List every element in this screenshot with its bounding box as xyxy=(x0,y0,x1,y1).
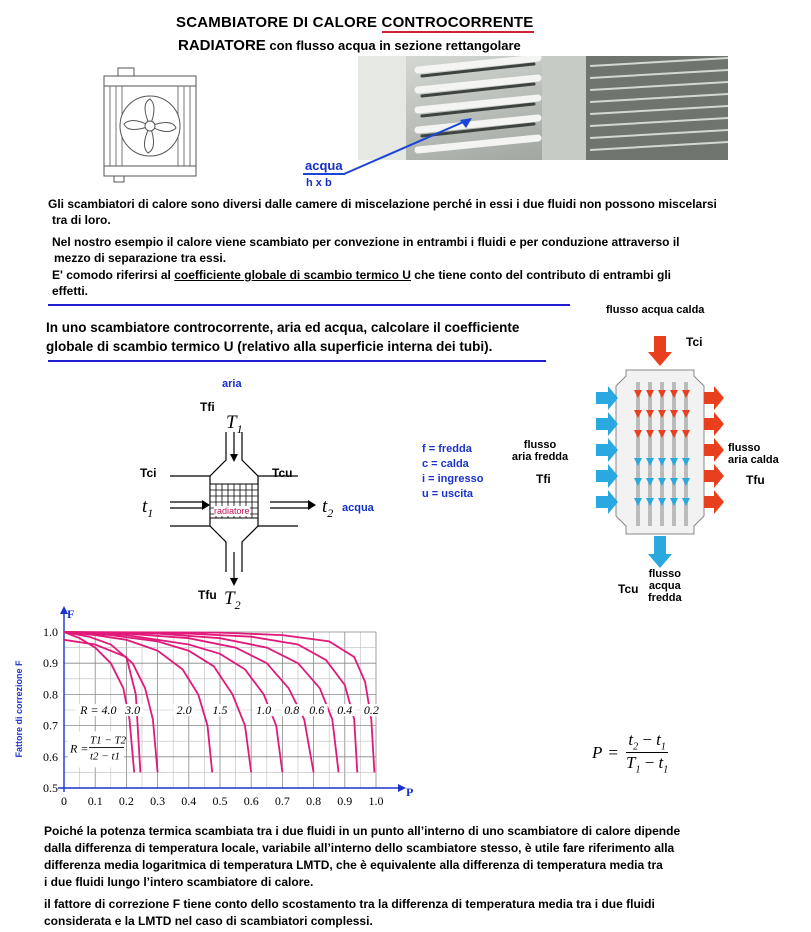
problem-statement: In uno scambiatore controcorrente, aria ed acqua, calcolare il coefficiente globale di scambio termico U (relativo alla superficie interna dei tubi). xyxy=(46,320,520,354)
water-label: acqua xyxy=(305,158,343,173)
schematic-t1-label: $t_1$ xyxy=(142,496,154,520)
x-axis-letter: P xyxy=(406,785,414,799)
r-label: 1.5 xyxy=(212,703,228,718)
page-subtitle: RADIATORE con flusso acqua in sezione rettangolare xyxy=(178,37,521,54)
schematic-radiatore-label: radiatore xyxy=(214,506,250,516)
x-tick-label: 0.2 xyxy=(118,794,134,808)
page-title: SCAMBIATORE DI CALORE CONTROCORRENTE xyxy=(176,14,534,31)
water-pointer xyxy=(340,110,480,180)
r-label: 0.8 xyxy=(284,703,300,718)
cold-air-label: flusso aria fredda xyxy=(511,439,569,463)
y-tick-label: 0.9 xyxy=(43,656,58,671)
legend-calda: c = calda xyxy=(422,458,469,470)
formula-P: P = $\frac{t_2 - t_1}{T_1 - t_1}$ xyxy=(592,730,669,776)
y-tick-label: 0.6 xyxy=(43,749,58,764)
section-label: h x b xyxy=(306,177,332,189)
cold-water-label: flusso acqua fredda xyxy=(648,568,682,604)
schematic-tcu-label: Tcu xyxy=(272,466,293,480)
x-tick-label: 0.4 xyxy=(181,794,197,808)
bottom-paragraph-1: Poiché la potenza termica scambiata tra i due fluidi in un punto all’interno di uno scambiatore di calore dipende dalla differenza di temperatura locale, variabile all’interno dello scambiatore stesso, è utile fare riferimento alla differenza media logaritmica di temperatura LMTD, che è equivalente alla differenza di temperatura media tra i due fluidi lungo l’intero scambiatore di calore. xyxy=(44,824,681,889)
chart-plot xyxy=(0,604,420,818)
intro-paragraph-2: Nel nostro esempio il calore viene scambiato per convezione in entrambi i fluidi e per conduzione attraverso il mezzo di separazione tra essi. xyxy=(52,235,680,265)
hot-air-label: flusso aria calda xyxy=(728,442,779,466)
abbreviation-legend xyxy=(422,442,483,502)
x-tick-label: 0.7 xyxy=(274,794,290,808)
r-label: 0.4 xyxy=(337,703,353,718)
r-label: 3.0 xyxy=(125,703,141,718)
x-tick-label: 0.5 xyxy=(212,794,228,808)
schematic-T2-label: $T_2$ xyxy=(224,588,241,612)
bottom-paragraph-2: il fattore di correzione F tiene conto dello scostamento tra la differenza di temperatura media tra i due fluidi considerata e la LMTD nel caso di scambiatori complessi. xyxy=(44,897,655,928)
cold-water-temp: Tcu xyxy=(618,582,639,596)
hot-water-temp: Tci xyxy=(686,335,703,349)
r-label: 0.6 xyxy=(309,703,325,718)
radiator-illustration xyxy=(100,66,200,184)
exchanger-schematic xyxy=(130,372,430,612)
y-tick-label: 1.0 xyxy=(43,625,58,639)
r-label: 2.0 xyxy=(176,703,192,718)
schematic-tfu-label: Tfu xyxy=(198,588,217,602)
r-label: R = 4.0 xyxy=(80,703,117,718)
r-formula-den: t2 − t1 xyxy=(90,750,121,763)
legend-uscita: u = uscita xyxy=(422,488,474,500)
schematic-tci-label: Tci xyxy=(140,466,157,480)
schematic-t2-label: $t_2$ xyxy=(322,496,334,520)
y-axis-letter: F xyxy=(67,607,75,621)
hot-water-label: flusso acqua calda xyxy=(606,304,705,316)
x-axis-arrow xyxy=(398,784,406,792)
r-formula-R: R = xyxy=(70,741,89,756)
x-tick-label: 0.3 xyxy=(150,794,166,808)
flow-diagram xyxy=(596,334,726,574)
divider-top xyxy=(48,304,570,306)
legend-ingresso: i = ingresso xyxy=(422,473,484,485)
intro-paragraph-1: Gli scambiatori di calore sono diversi dalle camere di miscelazione perché in essi i due fluidi non possono miscelarsi tra di loro. xyxy=(48,197,717,227)
hot-air-temp: Tfu xyxy=(746,473,765,487)
intro-paragraph-3: E' comodo riferirsi al coefficiente globale di scambio termico U che tiene conto del contributo di entrambi gli effetti. xyxy=(52,268,671,298)
y-tick-label: 0.8 xyxy=(43,687,58,702)
r-label: 1.0 xyxy=(256,703,272,718)
r-label: 0.2 xyxy=(363,703,379,718)
chart-ylabel: Fattore di correzione F xyxy=(14,660,24,758)
x-tick-label: 0 xyxy=(61,794,67,808)
cold-air-temp: Tfi xyxy=(536,472,551,486)
legend-fredda: f = fredda xyxy=(422,443,472,455)
schematic-acqua-label: acqua xyxy=(342,502,374,514)
x-tick-label: 0.8 xyxy=(306,794,322,808)
x-tick-label: 0.6 xyxy=(243,794,259,808)
r-formula-num: T1 − T2 xyxy=(90,734,127,747)
schematic-drawing xyxy=(130,372,430,612)
correction-factor-chart xyxy=(0,604,420,818)
x-tick-label: 0.9 xyxy=(337,794,353,808)
x-tick-label: 0.1 xyxy=(87,794,103,808)
divider-bottom xyxy=(48,360,546,362)
schematic-aria-label: aria xyxy=(222,378,242,390)
y-tick-label: 0.7 xyxy=(43,718,58,733)
schematic-tfi-label: Tfi xyxy=(200,400,215,414)
x-tick-label: 1.0 xyxy=(368,794,384,808)
y-tick-label: 0.5 xyxy=(43,781,58,795)
schematic-T1-label: $T_1$ xyxy=(226,412,243,436)
